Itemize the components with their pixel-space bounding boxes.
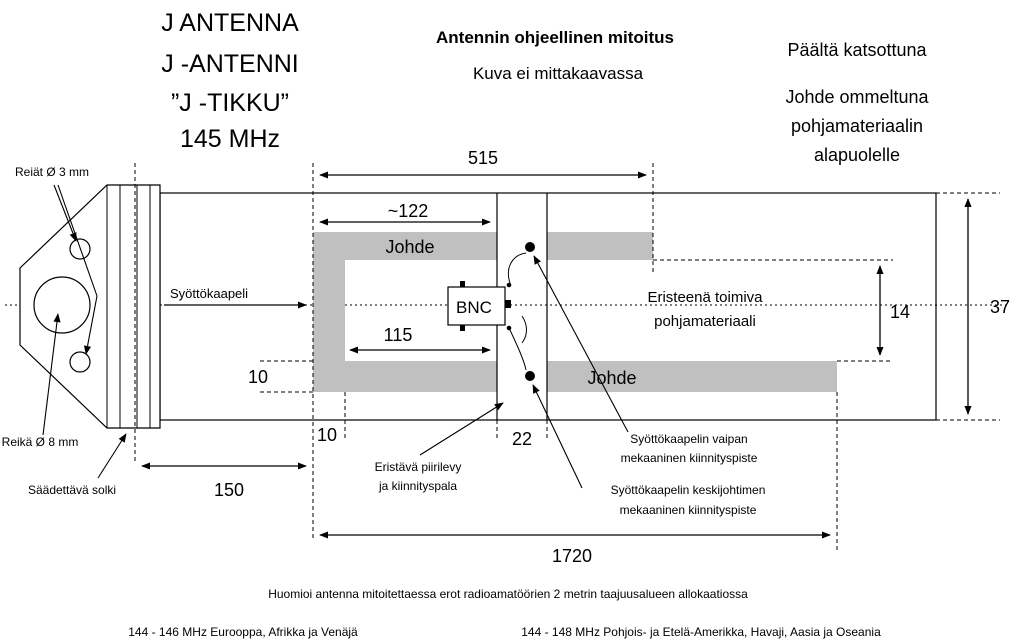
insulator-label-1: Eristeenä toimiva [647, 289, 763, 306]
bnc-lug-top [460, 281, 465, 287]
center-attach-point [525, 371, 535, 381]
holes-label: Reiät Ø 3 mm [14, 165, 90, 179]
leader-buckle [98, 434, 126, 478]
footer-note: Huomioi antenna mitoitettaessa erot radioamatöörien 2 metrin taajuusalueen allokaatiossa [268, 587, 748, 601]
feed-cable-label: Syöttökaapeli [170, 286, 249, 301]
shield-point-label-2: mekaaninen kiinnityspiste [620, 451, 758, 465]
bnc-label: BNC [456, 298, 492, 317]
hole-3mm-bottom [70, 352, 90, 372]
hole-8mm [34, 277, 90, 333]
shield-point-label-1: Syöttökaapelin vaipan [630, 432, 748, 446]
band-americas-asia: 144 - 148 MHz Pohjois- ja Etelä-Amerikka, Havaji, Aasia ja Oseania [521, 625, 881, 639]
dim-22-label: 22 [511, 429, 533, 449]
leader-shield [534, 256, 628, 432]
conductor-bottom-label: Johde [587, 368, 637, 388]
title-line-3: ”J -TIKKU” [170, 89, 290, 117]
pcb-label-1: Eristävä piirilevy [374, 460, 462, 474]
dim-1720-label: 1720 [551, 546, 593, 566]
leader-pcb [420, 403, 503, 455]
dim-115-label: 115 [383, 325, 413, 345]
dim-37-label: 37 [989, 297, 1011, 317]
dim-14-label: 14 [889, 302, 911, 322]
dim-150-label: 150 [213, 480, 245, 500]
pcb-label-2: ja kiinnityspala [378, 479, 458, 493]
diagram-heading: Antennin ohjeellinen mitoitus [436, 28, 674, 47]
dimension-arrows [142, 175, 968, 535]
center-point-label-2: mekaaninen kiinnityspiste [619, 503, 757, 517]
bnc-pin [505, 300, 511, 308]
hole-label: Reikä Ø 8 mm [1, 435, 79, 449]
conductor-top-right [547, 232, 653, 260]
insulator-label-2: pohjamateriaali [654, 313, 756, 330]
bnc-dot-top [507, 283, 512, 288]
shield-wire [508, 253, 526, 283]
bnc-lug-bottom [460, 325, 465, 331]
title-line-4: 145 MHz [179, 125, 281, 153]
extension-lines [135, 163, 1000, 550]
view-note: Päältä katsottuna [787, 40, 927, 60]
pin-wire [522, 316, 527, 343]
diagram-subheading: Kuva ei mittakaavassa [472, 64, 644, 83]
leader-center [533, 385, 582, 488]
band-europe: 144 - 146 MHz Eurooppa, Afrikka ja Venäjä [128, 625, 358, 639]
dim-515-label: 515 [467, 148, 499, 168]
title-line-2: J -ANTENNI [161, 50, 299, 78]
dim-10-left-label: 10 [247, 367, 269, 387]
sewn-note-line-2: pohjamateriaalin [790, 116, 924, 136]
buckle-label: Säädettävä solki [27, 483, 117, 497]
title-line-1: J ANTENNA [161, 9, 299, 37]
shield-attach-point [525, 242, 535, 252]
dim-10-bottom-label: 10 [316, 425, 338, 445]
center-wire [510, 330, 526, 370]
center-point-label-1: Syöttökaapelin keskijohtimen [610, 483, 766, 497]
sewn-note-line-1: Johde ommeltuna [785, 87, 929, 107]
sewn-note-line-3: alapuolelle [813, 145, 901, 165]
conductor-bottom-left [313, 361, 497, 392]
bnc-dot-bottom [507, 326, 512, 331]
dim-122-label: ~122 [387, 201, 429, 221]
conductor-top-label: Johde [385, 237, 435, 257]
